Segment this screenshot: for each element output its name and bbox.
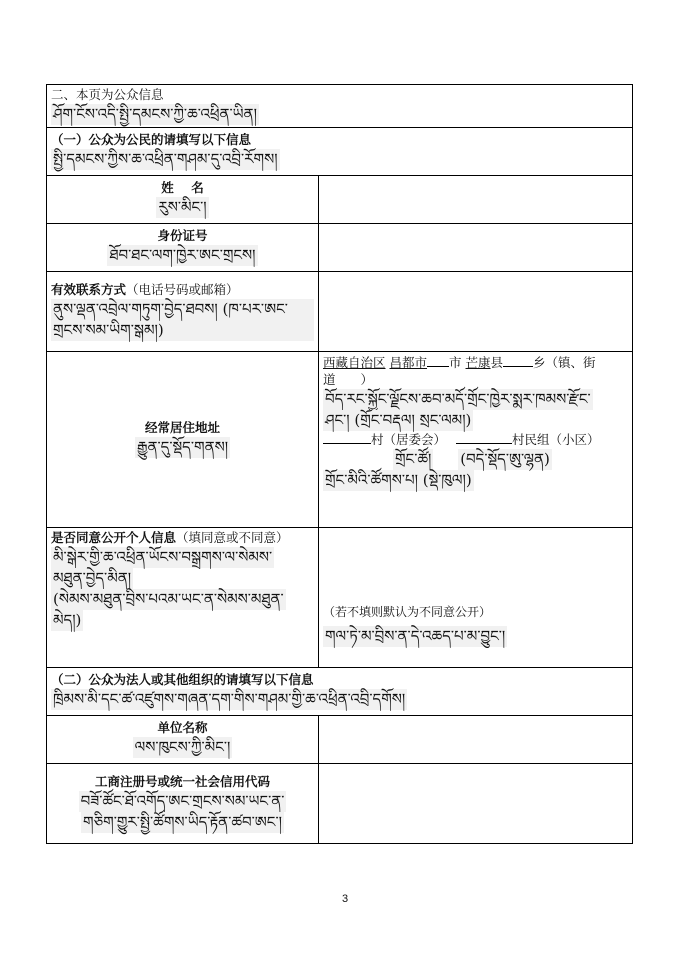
address-row — [47, 351, 633, 527]
address-township-tail: 乡（镇、街 — [533, 354, 596, 370]
unit-field[interactable] — [319, 715, 633, 763]
consent-note: （填同意或不同意） — [176, 529, 289, 545]
name-label: 姓 名 — [161, 180, 204, 196]
reg-label-tibetan-2: གཅིག་གྱུར་སྤྱི་ཚོགས་ཡིད་རྟོན་ཚབ་ཨང་། — [83, 812, 282, 831]
contact-label-tibetan: ནུས་ལྡན་འབྲེལ་གཏུག་བྱེད་ཐབས། (ཁ་པར་ཨང་གྲངས་སམ་ཡིག་སྒམ།) — [51, 299, 314, 341]
contact-note: （电话号码或邮箱） — [126, 281, 239, 297]
unit-row — [47, 715, 633, 763]
address-city-tail: 市 — [449, 354, 462, 370]
org-heading-tibetan: ཁྲིམས་མི་དང་ཚ་འཛུགས་གཞན་དག་གིས་གཤམ་གྱི་ཆ་འཕྲིན་འབྲི་དགོས། — [53, 690, 406, 709]
consent-row — [47, 527, 633, 667]
city-blank[interactable] — [427, 354, 449, 367]
reg-label-tibetan-1: བཟོ་ཚོང་ཐོ་འགོད་ཨང་གྲངས་སམ་ཡང་ན་ — [80, 791, 285, 810]
section2-header — [47, 85, 633, 128]
form-page — [46, 84, 632, 844]
name-row — [47, 175, 633, 223]
citizen-header — [47, 127, 633, 175]
citizen-heading-tibetan: སྤྱི་དམངས་ཀྱིས་ཆ་འཕྲིན་གཤམ་དུ་འབྲི་རོགས། — [53, 150, 278, 169]
page-number: 3 — [341, 893, 349, 905]
unit-label-tibetan: ལས་ཁུངས་ཀྱི་མིང་། — [134, 738, 231, 757]
org-heading: （二）公众为法人或其他组织的请填写以下信息 — [51, 672, 314, 688]
reg-field[interactable] — [319, 763, 633, 843]
address-line1b-tibetan: ཤང་། (གྲོང་བརྡལ། སྲང་ལམ།) — [325, 410, 472, 429]
address-line3-tibetan: གྲོང་མིའི་ཚོགས་པ། (སྡེ་ཁུལ།) — [325, 470, 472, 489]
address-label-tibetan: རྒྱུན་དུ་སྡོད་གནས། — [136, 438, 229, 457]
consent-label-tibetan-3: (སེམས་མཐུན་བྲིས་པའམ་ཡང་ན་སེམས་མཐུན་ — [53, 589, 284, 608]
org-header-row — [47, 667, 633, 715]
address-label: 经常居住地址 — [144, 420, 220, 436]
consent-label-tibetan-2: མཐུན་བྱེད་མིན། — [53, 568, 132, 587]
section2-title: 二、本页为公众信息 — [51, 87, 164, 102]
reg-label-cell — [47, 763, 319, 843]
address-label-cell — [47, 351, 319, 527]
consent-label-cell — [47, 527, 319, 667]
name-label-tibetan: རུས་མིང་། — [158, 198, 207, 217]
consent-label-tibetan-4: མེད།) — [53, 610, 82, 629]
id-label: 身份证号 — [157, 228, 208, 244]
id-row — [47, 223, 633, 271]
contact-row — [47, 271, 633, 351]
address-field — [319, 351, 633, 527]
group-blank[interactable] — [456, 431, 512, 444]
address-line2b-tibetan: (བདེ་སྡོད་ཨུ་ལྷན) — [460, 449, 550, 468]
consent-label-tibetan-1: མི་སྒེར་གྱི་ཆ་འཕྲིན་ཡོངས་བསྒྲགས་ལ་སེམས་ — [53, 547, 273, 566]
address-city: 昌都市 — [389, 354, 428, 370]
contact-field[interactable] — [319, 271, 633, 351]
township-blank[interactable] — [503, 354, 533, 367]
address-region: 西藏自治区 — [323, 354, 386, 370]
contact-label-cell — [47, 271, 319, 351]
id-label-cell — [47, 223, 319, 271]
address-street-tail: 道 ） — [323, 371, 374, 387]
address-village-tail: 村（居委会） — [371, 431, 447, 447]
address-line2-tibetan: གྲོང་ཚོ། — [395, 449, 432, 468]
address-group-tail: 村民组（小区） — [512, 431, 600, 447]
id-field[interactable] — [319, 223, 633, 271]
consent-hint-tibetan: གལ་ཏེ་མ་བྲིས་ན་དེ་འཆད་པ་མ་བྱུང་། — [325, 626, 506, 645]
village-blank[interactable] — [323, 431, 371, 444]
consent-label: 是否同意公开个人信息 — [51, 529, 177, 545]
public-info-form — [46, 84, 633, 844]
section2-title-tibetan: ཤོག་ངོས་འདི་སྤྱི་དམངས་ཀྱི་ཆ་འཕྲིན་ཡིན། — [53, 104, 257, 123]
consent-field[interactable] — [319, 527, 633, 667]
unit-label-cell — [47, 715, 319, 763]
citizen-header-row — [47, 127, 633, 175]
contact-label: 有效联系方式 — [51, 281, 127, 297]
address-county-tail: 县 — [490, 354, 504, 370]
name-label-cell — [47, 175, 319, 223]
address-line1-tibetan: བོད་རང་སྐྱོང་ལྗོངས་ཆབ་མདོ་གྲོང་ཁྱེར་སྨར་ཁམས་རྫོང་ — [325, 389, 591, 408]
section2-header-row — [47, 85, 633, 128]
address-county: 芒康 — [465, 354, 491, 370]
org-header — [47, 667, 633, 715]
citizen-heading: （一）公众为公民的请填写以下信息 — [51, 132, 252, 148]
unit-label: 单位名称 — [157, 720, 208, 736]
name-field[interactable] — [319, 175, 633, 223]
reg-label: 工商注册号或统一社会信用代码 — [94, 773, 270, 789]
reg-row — [47, 763, 633, 843]
id-label-tibetan: ཐོབ་ཐང་ལག་ཁྱེར་ཨང་གྲངས། — [109, 246, 256, 265]
consent-hint: （若不填则默认为不同意公开） — [323, 604, 492, 619]
